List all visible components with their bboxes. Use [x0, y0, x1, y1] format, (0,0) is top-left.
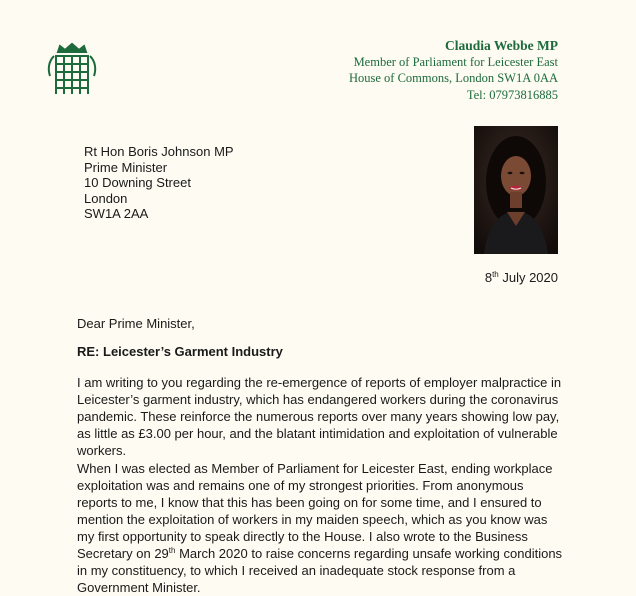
body-line: my first opportunity to speak directly to the House. I also wrote to the Business	[77, 529, 528, 544]
body-line: When I was elected as Member of Parliament for Leicester East, ending workplace	[77, 461, 553, 476]
mp-name: Claudia Webbe MP	[444, 38, 558, 53]
recipient-line: SW1A 2AA	[84, 206, 149, 222]
body-line: exploitation was and remains one of my strongest priorities. From anonymous	[77, 478, 524, 493]
body-line: Leicester’s garment industry, which has endangered workers during the coronavirus	[77, 392, 559, 407]
portcullis-icon	[46, 42, 98, 98]
body-line: workers.	[77, 443, 127, 458]
recipient-line: London	[84, 190, 128, 206]
mp-telephone: Tel: 07973816885	[466, 87, 558, 102]
body-line: pandemic. These reinforce the numerous reports over many years showing low pay,	[77, 409, 560, 424]
body-line: in my constituency, to which I received an inadequate stock response from a	[77, 563, 516, 578]
mp-portrait-photo	[474, 126, 558, 254]
body-paragraph-1	[77, 374, 561, 459]
body-line: as little as £3.00 per hour, and the blatant intimidation and exploitation of vulnerable	[77, 426, 558, 441]
body-text: Secretary on 29	[77, 546, 169, 561]
mp-address: House of Commons, London SW1A 0AA	[348, 71, 558, 86]
body-text: March 2020 to raise concerns regarding unsafe working conditions	[175, 546, 563, 561]
body-line: mention the exploitation of workers in my maiden speech, which as you know was	[77, 512, 548, 527]
date-suffix: th	[492, 270, 499, 279]
recipient-line: 10 Downing Street	[84, 175, 191, 191]
recipient-line: Prime Minister	[84, 159, 168, 175]
date-day: 8	[484, 270, 493, 285]
recipient-line: Rt Hon Boris Johnson MP	[84, 144, 234, 159]
letter-date	[485, 270, 558, 285]
date-suffix: th	[168, 546, 176, 555]
date-month-year: July 2020	[498, 270, 558, 285]
body-line: Government Minister.	[77, 580, 201, 595]
salutation: Dear Prime Minister,	[77, 316, 195, 331]
mp-role: Member of Parliament for Leicester East	[353, 55, 558, 70]
recipient-address	[84, 144, 234, 222]
subject-line: RE: Leicester’s Garment Industry	[77, 344, 283, 359]
letterhead	[349, 38, 558, 103]
body-line: reports to me, I know that this has been going on for some time, and I ensured to	[77, 495, 542, 510]
body-line	[77, 545, 562, 562]
body-paragraph-2	[77, 460, 562, 596]
body-line: I am writing to you regarding the re-emergence of reports of employer malpractice in	[77, 375, 562, 390]
